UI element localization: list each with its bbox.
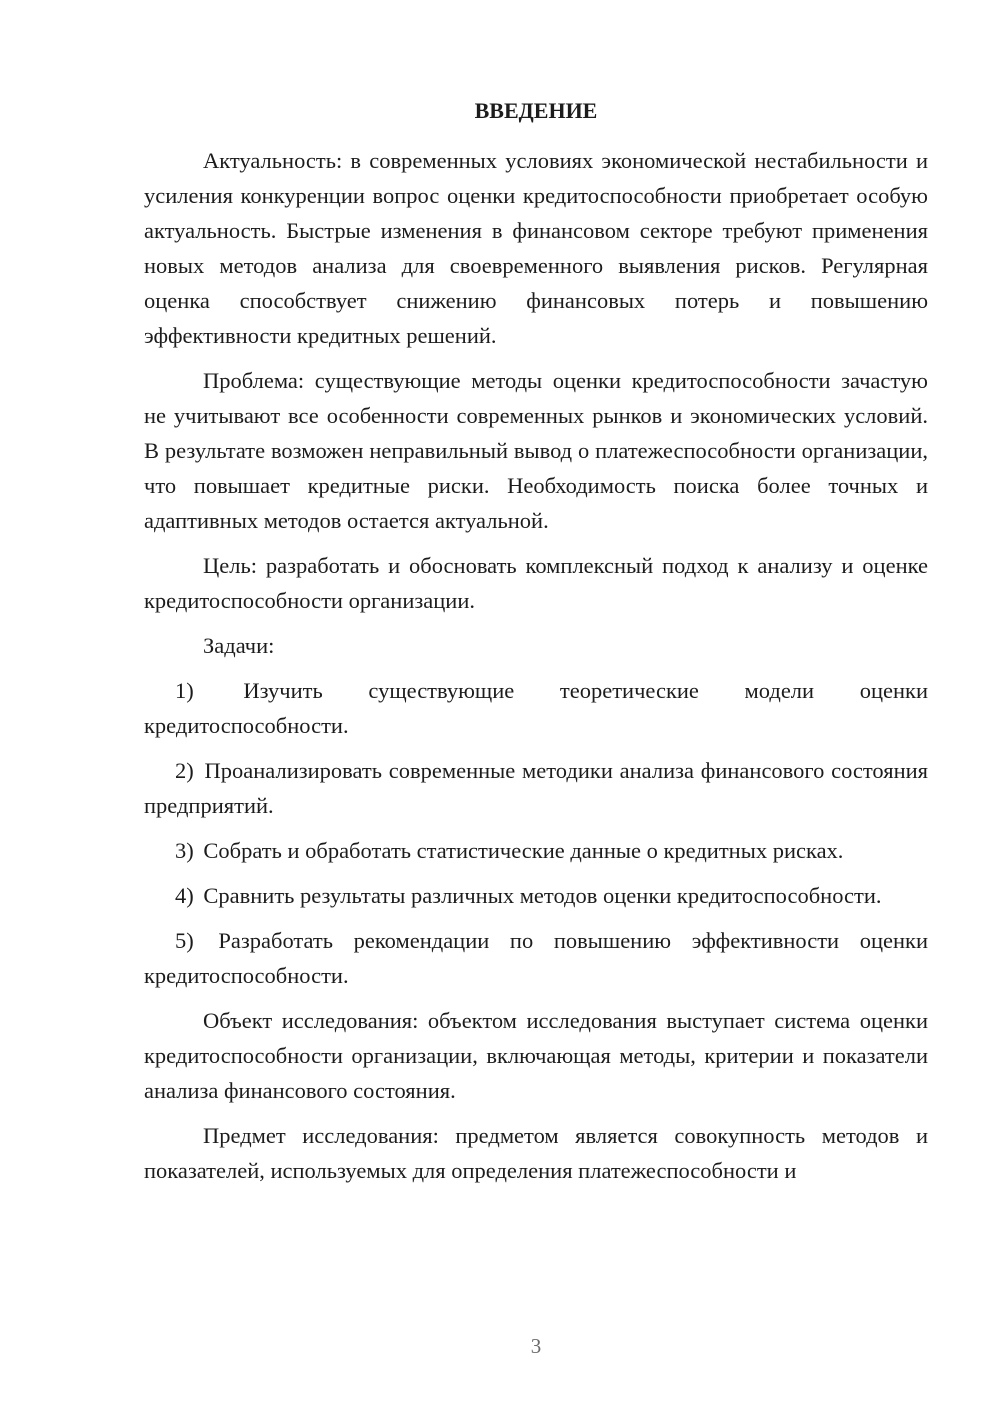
task-item — [144, 753, 928, 823]
task-text: Изучить существующие теоретические модели оценки кредитоспособности. — [144, 678, 929, 738]
task-number: 5) — [175, 928, 194, 953]
task-item — [144, 878, 928, 913]
task-text: Сравнить результаты различных методов оценки кредитоспособности. — [203, 883, 882, 908]
task-item — [144, 833, 928, 868]
task-text: Собрать и обработать статистические данные о кредитных рисках. — [203, 838, 844, 863]
paragraph-subject: Предмет исследования: предметом является совокупность методов и показателей, используемых для определения платежеспособности и — [144, 1123, 928, 1183]
task-item — [144, 923, 928, 993]
task-text: Проанализировать современные методики анализа финансового состояния предприятий. — [144, 758, 928, 818]
document-page — [144, 93, 928, 1198]
paragraph-relevance: Актуальность: в современных условиях экономической нестабильности и усиления конкуренции вопрос оценки кредитоспособности приобретает особую актуальность. Быстрые изменения в финансовом секторе требуют применения новых методов анализа для своевременного выявления рисков. Регулярная оценка способствует снижению финансовых потерь и повышению эффективности кредитных решений. — [144, 148, 928, 348]
paragraph-object: Объект исследования: объектом исследования выступает система оценки кредитоспособности организации, включающая методы, критерии и показатели анализа финансового состояния. — [144, 1008, 928, 1103]
task-number: 1) — [175, 678, 194, 703]
page-title: ВВЕДЕНИЕ — [474, 98, 598, 123]
page-number: 3 — [530, 1334, 542, 1358]
task-item — [144, 673, 928, 743]
paragraph-goal: Цель: разработать и обосновать комплексный подход к анализу и оценке кредитоспособности организации. — [144, 553, 928, 613]
paragraph-problem: Проблема: существующие методы оценки кредитоспособности зачастую не учитывают все особенности современных рынков и экономических условий. В результате возможен неправильный вывод о платежеспособности организации, что повышает кредитные риски. Необходимость поиска более точных и адаптивных методов остается актуальной. — [144, 368, 928, 533]
tasks-heading: Задачи: — [203, 633, 275, 658]
task-number: 4) — [175, 883, 194, 908]
task-text: Разработать рекомендации по повышению эффективности оценки кредитоспособности. — [144, 928, 928, 988]
task-number: 3) — [175, 838, 194, 863]
task-number: 2) — [175, 758, 194, 783]
